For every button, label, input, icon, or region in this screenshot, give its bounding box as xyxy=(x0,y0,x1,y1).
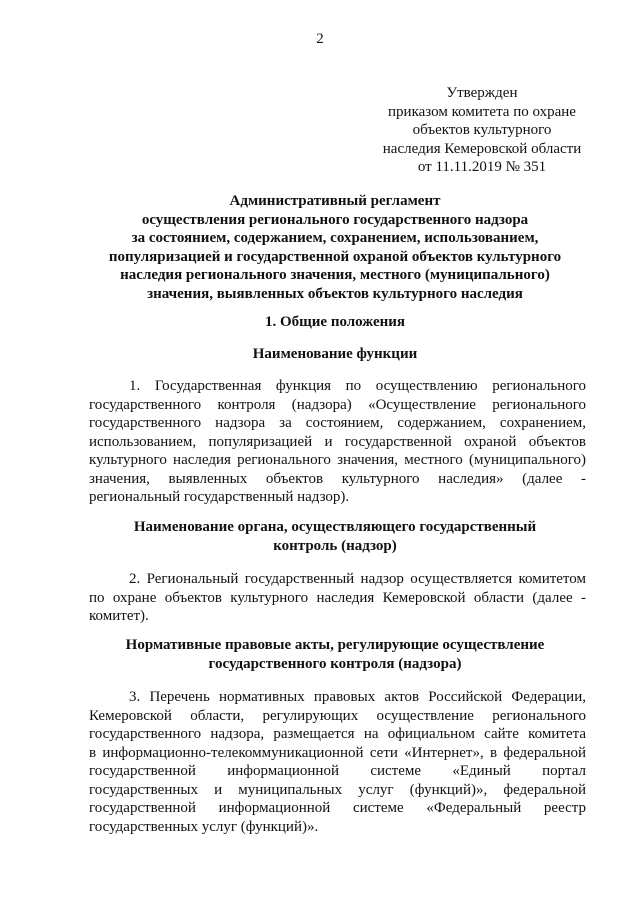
title-line: за состоянием, содержанием, сохранением, использованием, xyxy=(131,230,539,246)
title-line: значения, выявленных объектов культурного наследия xyxy=(147,285,523,302)
paragraph-line: значения, выявленных объектов культурного наследия» (далее - xyxy=(89,470,586,487)
section-subheading-text: Наименование функции xyxy=(252,346,418,362)
page-number: 2 xyxy=(316,31,324,47)
paragraph-3 xyxy=(89,688,586,836)
paragraph-line: государственного надзора, размещается на официальном сайте комитета xyxy=(89,726,586,742)
title-line: Административный регламент xyxy=(229,193,441,209)
approval-line: объектов культурного xyxy=(412,122,552,138)
paragraph-line: государственных и муниципальных услуг (функций)», федеральной xyxy=(89,781,586,798)
paragraph-line: государственной информационной системе «Федеральный реестр xyxy=(89,800,586,816)
approval-line: от 11.11.2019 № 351 xyxy=(417,159,547,175)
paragraph-line: 3. Перечень нормативных правовых актов Российской Федерации, xyxy=(129,689,586,705)
paragraph-line: государственного контроля (надзора) «Осуществление регионального xyxy=(89,396,586,413)
section-heading-line: государственного контроля (надзора) xyxy=(208,655,462,672)
section-heading xyxy=(70,636,600,673)
paragraph-1 xyxy=(89,377,586,507)
paragraph-line: 2. Региональный государственный надзор осуществляется комитетом xyxy=(129,571,586,587)
approval-line: наследия Кемеровской области xyxy=(382,140,582,157)
paragraph-line: государственной информационной системе «Единый портал xyxy=(89,763,586,779)
section-heading xyxy=(70,518,600,555)
document-title xyxy=(70,192,600,303)
paragraph-2 xyxy=(89,570,586,626)
paragraph-line: в информационно-телекоммуникационной сети «Интернет», в федеральной xyxy=(89,744,586,761)
section-heading-line: контроль (надзор) xyxy=(273,537,397,554)
paragraph-line: региональный государственный надзор). xyxy=(89,489,350,505)
paragraph-line: 1. Государственная функция по осуществлению регионального xyxy=(129,378,586,394)
paragraph-line: комитет). xyxy=(89,608,149,624)
paragraph-line: государственного надзора за состоянием, содержанием, сохранением, xyxy=(89,415,586,431)
paragraph-line: Кемеровской области, регулирующих осуществление регионального xyxy=(89,707,586,724)
approval-line: приказом комитета по охране xyxy=(388,103,576,120)
paragraph-line: использованием, популяризацией и государственной охраной объектов xyxy=(89,433,586,450)
section-heading-line: Нормативные правовые акты, регулирующие осуществление xyxy=(125,637,545,653)
section-subheading xyxy=(70,345,600,364)
approval-line: Утвержден xyxy=(446,85,518,101)
paragraph-line: по охране объектов культурного наследия Кемеровской области (далее - xyxy=(89,589,586,606)
section-heading-line: Наименование органа, осуществляющего государственный xyxy=(133,519,537,535)
section-heading-text: 1. Общие положения xyxy=(264,314,406,330)
section-heading xyxy=(70,313,600,332)
title-line: наследия регионального значения, местного (муниципального) xyxy=(120,267,550,283)
paragraph-line: государственных услуг (функций)». xyxy=(89,818,319,835)
approval-block xyxy=(372,84,592,177)
title-line: осуществления регионального государственного надзора xyxy=(141,211,529,228)
title-line: популяризацией и государственной охраной объектов культурного xyxy=(108,248,562,265)
paragraph-line: культурного наследия регионального значения, местного (муниципального) xyxy=(89,452,586,468)
